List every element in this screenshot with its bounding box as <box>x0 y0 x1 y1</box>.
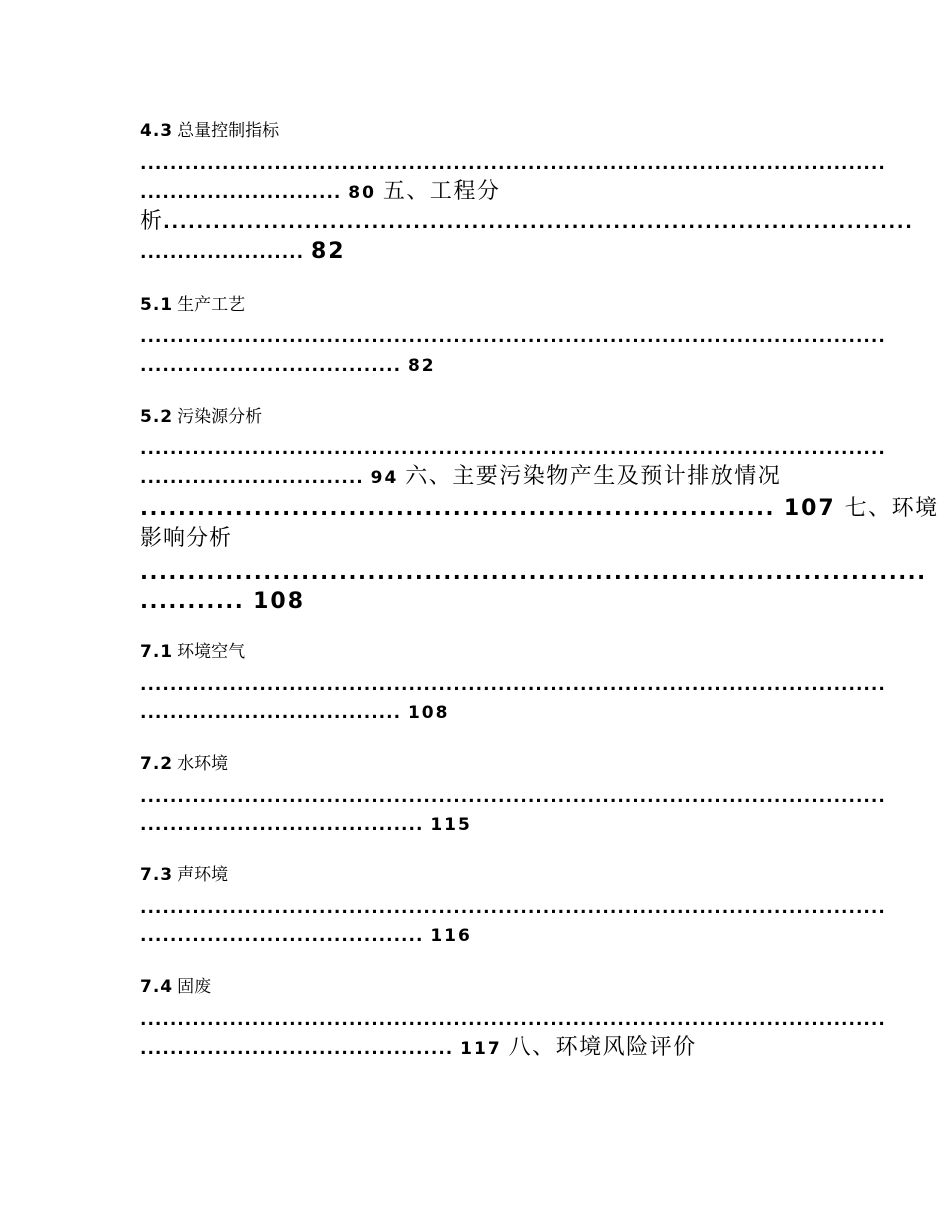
toc-leader: ........................... <box>140 183 342 203</box>
toc-entry-7-1[interactable] <box>140 640 815 664</box>
page-number: 115 <box>430 815 472 835</box>
toc-entry-7-3-page-line <box>140 925 815 947</box>
toc-entry-5-2-page-line <box>140 464 815 491</box>
page-number: 94 <box>370 468 399 488</box>
toc-entry-7-2-page-line <box>140 814 815 836</box>
toc-leader: .......................................... <box>140 1039 454 1059</box>
toc-leader: .................................................................................................... <box>140 327 886 347</box>
chapter-title-continuation: 析 <box>140 209 164 234</box>
toc-leader: ................................................................................... <box>140 560 927 584</box>
toc-chapter-5-page-line <box>140 241 815 264</box>
toc-leader: ................................... <box>140 356 402 376</box>
toc-entry-4-3-page-line <box>140 180 815 205</box>
toc-entry-4-3[interactable] <box>140 119 815 143</box>
page-number: 82 <box>407 356 436 376</box>
toc-entry-7-3[interactable] <box>140 863 815 887</box>
toc-leader: .................................................................................................... <box>140 154 886 174</box>
page-number: 108 <box>407 703 450 723</box>
section-title: 环境空气 <box>177 642 246 662</box>
toc-leader: ...................... <box>140 243 305 263</box>
page-number: 80 <box>348 183 376 203</box>
toc-leader: .................................................................................................... <box>140 898 886 918</box>
toc-leader: ........... <box>140 589 245 613</box>
toc-leader: ................................... <box>140 703 402 723</box>
chapter-title[interactable]: 六、主要污染物产生及预计排放情况 <box>405 464 782 489</box>
chapter-title[interactable]: 八、环境风险评价 <box>508 1035 697 1060</box>
page-number: 108 <box>253 589 306 614</box>
section-title: 总量控制指标 <box>177 121 280 141</box>
toc-entry-7-4-page-line <box>140 1035 815 1062</box>
section-title: 水环境 <box>177 754 229 774</box>
toc-leader: ...................................... <box>140 815 424 835</box>
page-number: 107 <box>783 496 836 521</box>
section-number: 7.2 <box>140 754 174 774</box>
chapter-title-continuation[interactable]: 影响分析 <box>140 526 233 551</box>
chapter-title[interactable]: 五、工程分 <box>382 179 501 204</box>
toc-leader: .......................................................................................... <box>163 212 914 233</box>
toc-leader: .............................. <box>140 468 364 488</box>
chapter-title[interactable]: 七、环境 <box>844 496 939 521</box>
toc-entry-7-4[interactable] <box>140 975 815 999</box>
toc-chapter-6-page-line <box>140 494 939 523</box>
section-title: 污染源分析 <box>177 407 263 427</box>
toc-leader: ................................................................... <box>140 496 775 520</box>
page-number: 117 <box>460 1039 502 1059</box>
toc-leader: .................................................................................................... <box>140 787 886 807</box>
toc-leader: .................................................................................................... <box>140 675 886 695</box>
toc-entry-7-2[interactable] <box>140 752 815 776</box>
toc-entry-5-2[interactable] <box>140 405 815 429</box>
section-number: 5.1 <box>140 295 174 315</box>
toc-entry-7-1-page-line <box>140 702 815 724</box>
toc-chapter-5-line[interactable] <box>140 208 914 237</box>
toc-leader: .................................................................................................... <box>140 1010 886 1030</box>
section-number: 7.3 <box>140 865 174 885</box>
section-number: 7.1 <box>140 642 174 662</box>
section-number: 5.2 <box>140 407 174 427</box>
page-number: 116 <box>430 926 472 946</box>
toc-leader: .................................................................................................... <box>140 439 886 459</box>
toc-entry-5-1[interactable] <box>140 293 815 317</box>
toc-leader: ...................................... <box>140 926 424 946</box>
toc-chapter-7-page-line <box>140 587 815 616</box>
toc-entry-5-1-page-line <box>140 355 815 377</box>
section-title: 生产工艺 <box>177 295 246 315</box>
section-number: 4.3 <box>140 121 174 141</box>
page-number: 82 <box>311 239 346 264</box>
section-number: 7.4 <box>140 977 174 997</box>
section-title: 固废 <box>177 977 212 997</box>
section-title: 声环境 <box>177 865 229 885</box>
